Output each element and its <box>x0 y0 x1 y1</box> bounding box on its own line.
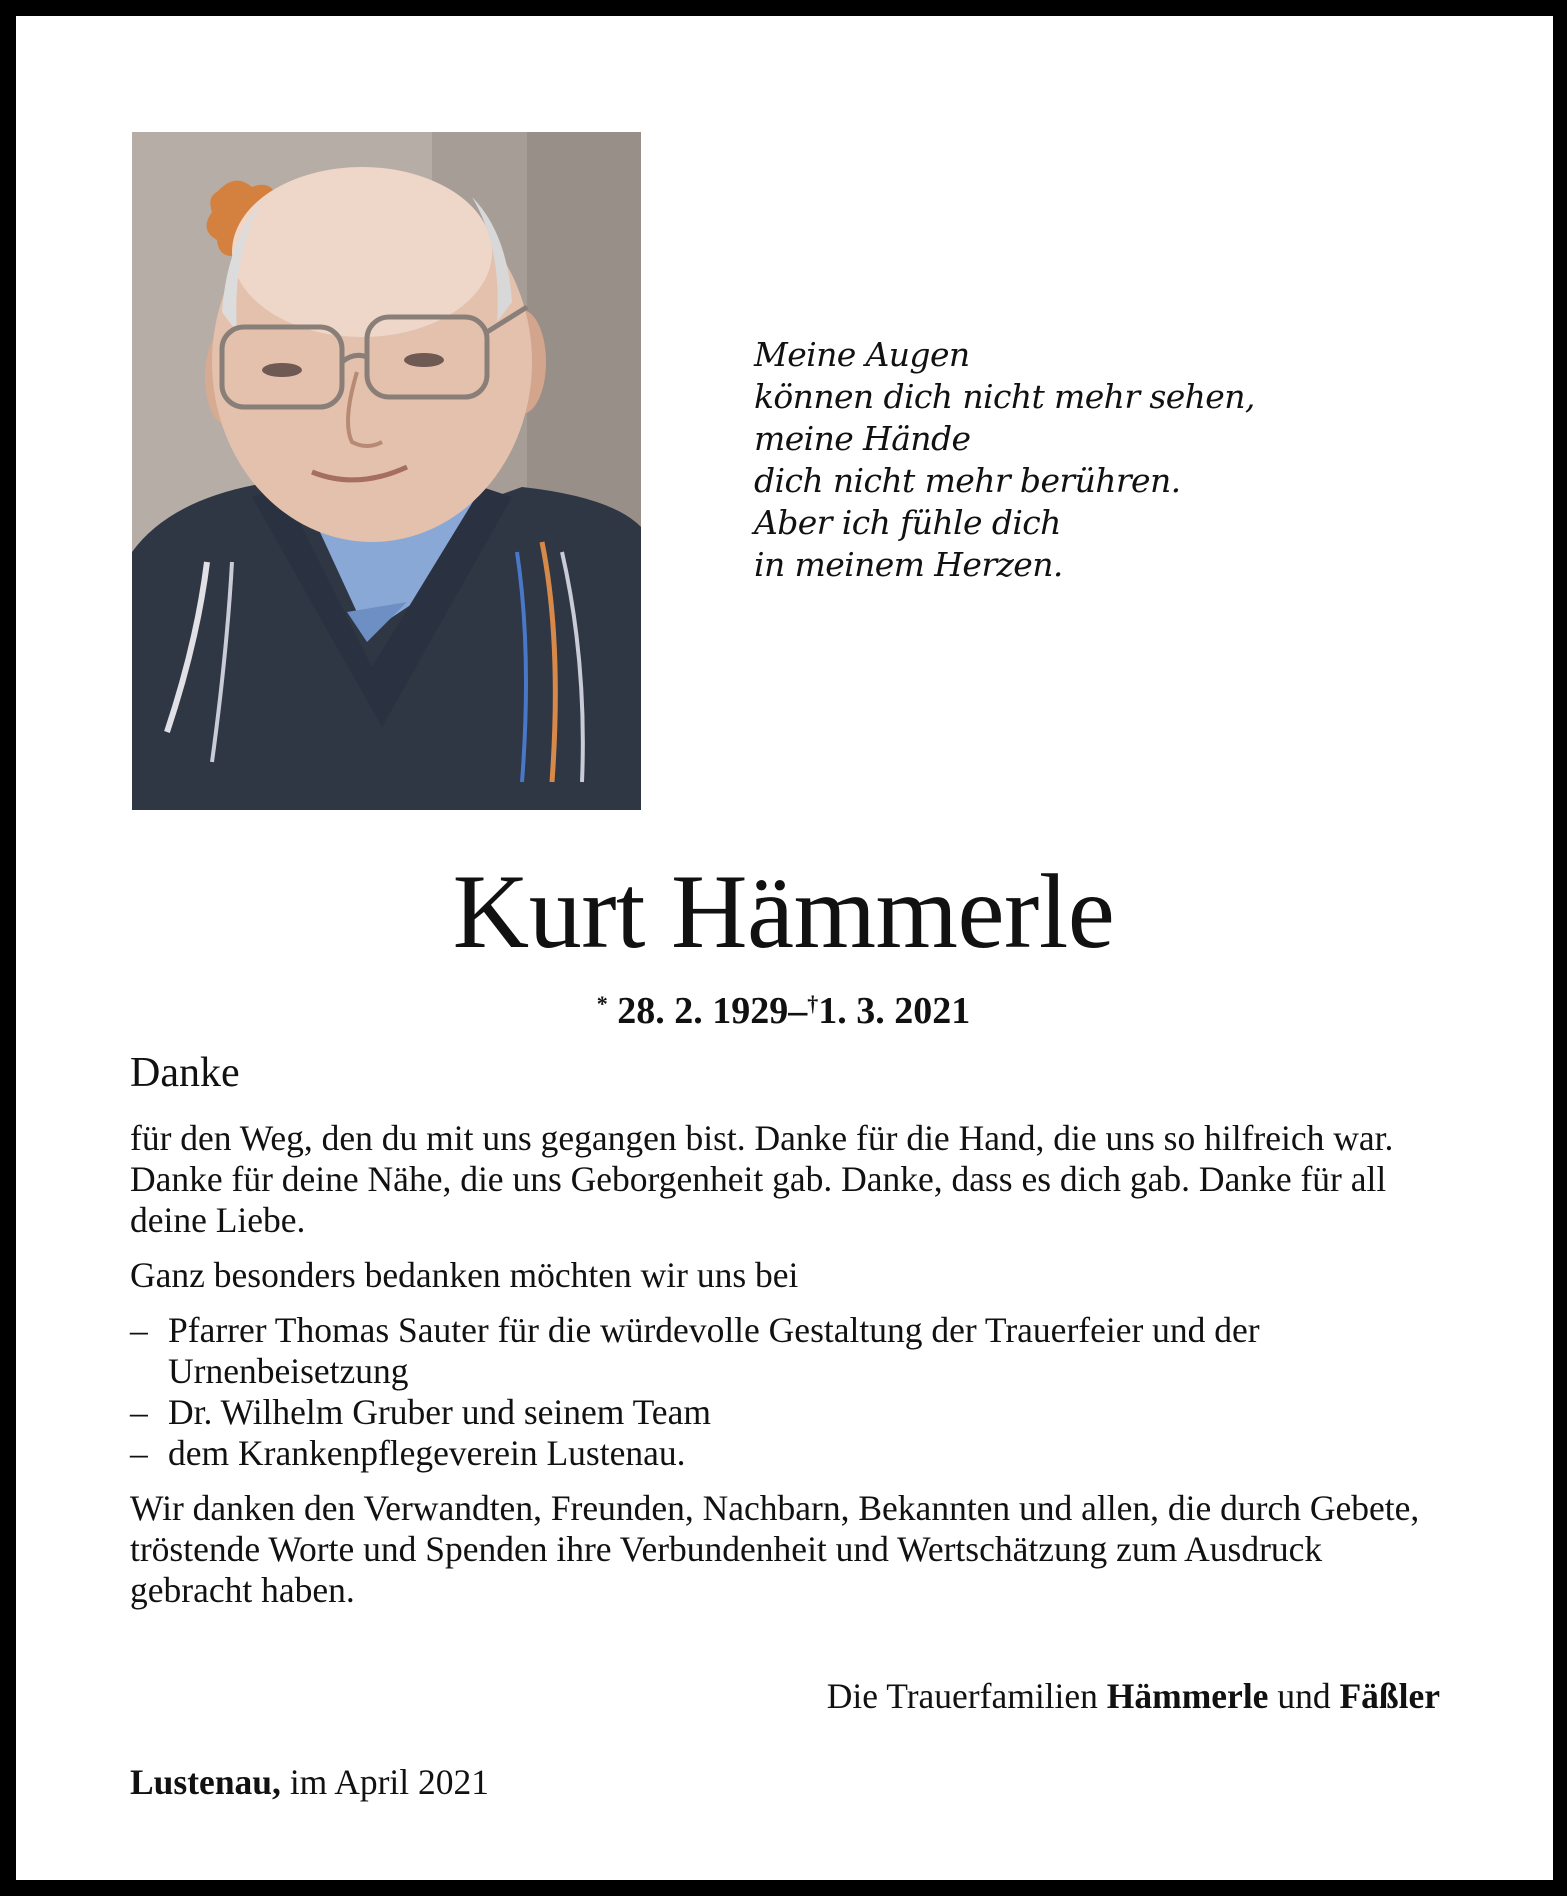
list-item <box>130 1392 1440 1433</box>
place-city: Lustenau, <box>130 1762 281 1802</box>
family-name-1: Hämmerle <box>1106 1676 1269 1716</box>
list-item-text: Dr. Wilhelm Gruber und seinem Team <box>168 1392 711 1432</box>
family-name-2: Fäßler <box>1339 1676 1440 1716</box>
life-dates <box>0 982 1567 1033</box>
closing-prefix: Die Trauerfamilien <box>826 1676 1098 1716</box>
birth-symbol: * <box>596 991 608 1016</box>
memorial-poem <box>754 334 1394 586</box>
list-dash: – <box>130 1433 148 1473</box>
death-symbol: † <box>807 991 819 1016</box>
poem-line: dich nicht mehr berühren. <box>754 461 1181 500</box>
deceased-name: Kurt Hämmerle <box>452 853 1115 970</box>
paragraph-general-thanks: Wir danken den Verwandten, Freunden, Nachbarn, Bekannten und allen, die durch Gebete, tröstende Worte und Spenden ihre Verbundenheit und Wertschätzung zum Ausdruck gebracht haben. <box>130 1488 1420 1610</box>
thanks-body <box>130 1118 1440 1625</box>
place-and-date <box>130 1760 489 1804</box>
death-date: 1. 3. 2021 <box>818 990 971 1032</box>
greeting-heading: Danke <box>130 1050 240 1096</box>
place-date: im April 2021 <box>289 1762 490 1802</box>
birth-date: 28. 2. 1929 <box>617 990 789 1032</box>
poem-line: Meine Augen <box>754 335 970 374</box>
list-item <box>130 1310 1440 1392</box>
paragraph-thanks: für den Weg, den du mit uns gegangen bist. Danke für die Hand, die uns so hilfreich war. Danke für deine Nähe, die uns Geborgenheit gab. Danke, dass es dich gab. Danke für all deine Liebe. <box>130 1118 1394 1240</box>
poem-line: Aber ich fühle dich <box>754 503 1061 542</box>
closing-signature <box>827 1674 1440 1718</box>
portrait-illustration <box>132 132 641 810</box>
portrait-photo <box>132 132 641 810</box>
closing-conjunction: und <box>1277 1676 1331 1716</box>
list-dash: – <box>130 1392 148 1432</box>
date-separator: – <box>788 990 808 1032</box>
thanks-list <box>130 1310 1440 1474</box>
paragraph-special-thanks: Ganz besonders bedanken möchten wir uns bei <box>130 1255 799 1295</box>
list-dash: – <box>130 1310 148 1350</box>
poem-line: in meinem Herzen. <box>754 545 1063 584</box>
poem-line: meine Hände <box>754 419 971 458</box>
poem-line: können dich nicht mehr sehen, <box>754 377 1255 416</box>
list-item <box>130 1433 1440 1474</box>
list-item-text: dem Krankenpflegeverein Lustenau. <box>168 1433 686 1473</box>
list-item-text: Pfarrer Thomas Sauter für die würdevolle Gestaltung der Trauerfeier und der Urnenbeisetzung <box>168 1310 1260 1391</box>
